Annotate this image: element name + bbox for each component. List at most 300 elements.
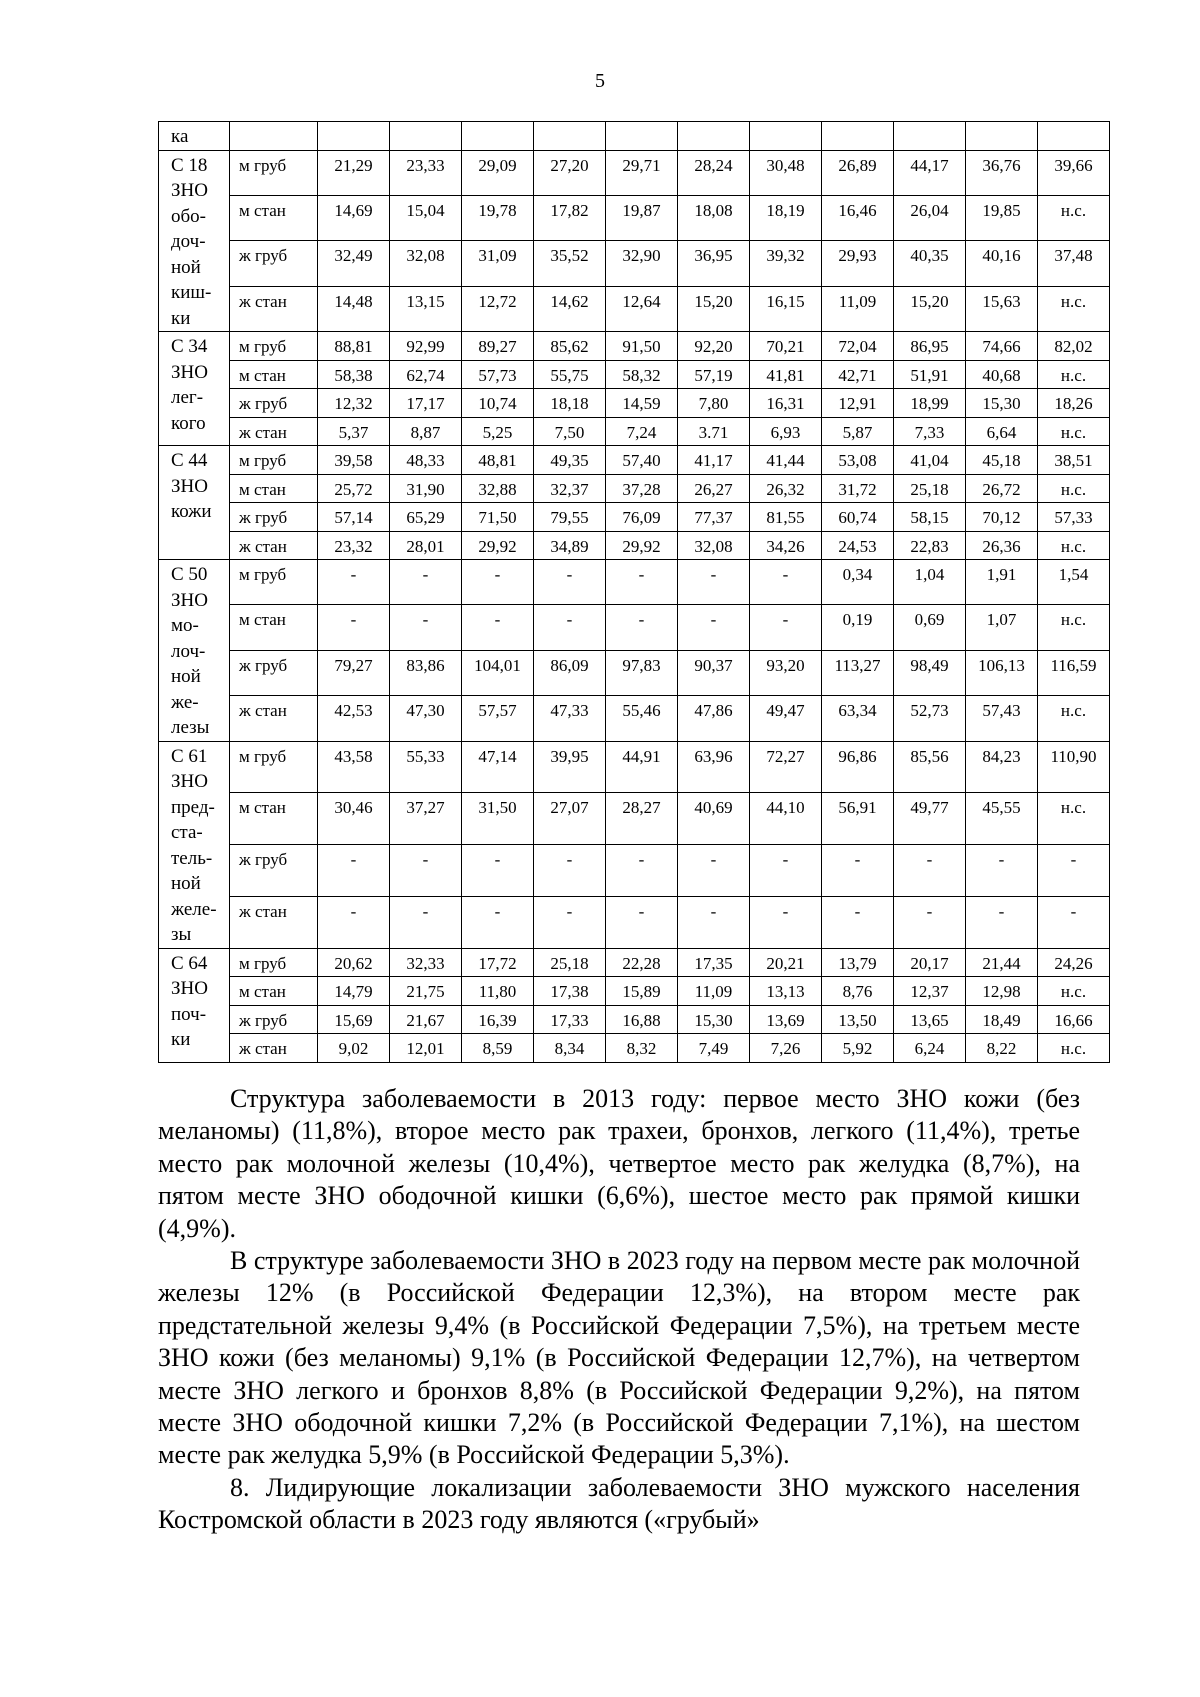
cell-value: 12,98	[982, 982, 1021, 1001]
table-cell	[606, 417, 678, 446]
table-cell	[318, 389, 390, 418]
table-row	[159, 977, 1110, 1006]
cell-value: 16,66	[1054, 1010, 1093, 1030]
table-cell	[462, 389, 534, 418]
cell-value: -	[1070, 850, 1077, 869]
table-cell	[462, 122, 534, 151]
table-cell	[894, 977, 966, 1006]
cell-value: 34,26	[766, 536, 805, 556]
cell-value: 6,64	[986, 422, 1017, 442]
cell-value: 76,09	[622, 508, 661, 527]
row-type: ж стан	[230, 896, 318, 948]
cell-value: -	[350, 850, 357, 869]
cell-value: 44,17	[910, 155, 949, 175]
table-cell	[822, 241, 894, 286]
cell-value: 25,72	[334, 479, 373, 499]
table-cell	[390, 286, 462, 331]
cell-value: 35,52	[550, 246, 589, 266]
cell-value: н.с.	[1060, 536, 1087, 556]
table-cell	[678, 741, 750, 793]
table-cell	[1038, 446, 1110, 475]
table-cell	[1038, 474, 1110, 503]
cell-value: 14,62	[550, 291, 589, 311]
cell-value: -	[998, 901, 1005, 921]
row-type: м стан	[230, 977, 318, 1006]
cell-value: 82,02	[1054, 337, 1093, 356]
row-group-label-line: ста-	[171, 822, 203, 843]
table-cell	[606, 360, 678, 389]
cell-value: 48,33	[406, 451, 445, 470]
table-cell	[606, 150, 678, 195]
table-cell	[894, 286, 966, 331]
table-cell	[894, 605, 966, 650]
table-cell	[750, 531, 822, 560]
table-cell	[606, 650, 678, 695]
table-cell	[822, 531, 894, 560]
table-cell	[750, 1034, 822, 1063]
cell-value: 72,27	[766, 746, 805, 766]
table-cell	[894, 1034, 966, 1063]
row-group-label-line: ЗНО	[171, 771, 208, 792]
cell-value: 19,85	[982, 200, 1021, 220]
cell-value: н.с.	[1060, 365, 1087, 385]
row-type: м стан	[230, 195, 318, 240]
table-row	[159, 650, 1110, 695]
cell-value: 79,55	[550, 508, 589, 527]
table-cell	[750, 332, 822, 361]
table-cell	[678, 503, 750, 532]
table-cell	[822, 474, 894, 503]
table-cell	[822, 650, 894, 695]
table-row	[159, 150, 1110, 195]
table-cell	[318, 417, 390, 446]
cell-value: 14,59	[622, 394, 661, 413]
cell-value: 110,90	[1050, 746, 1097, 766]
table-cell	[894, 241, 966, 286]
cell-value: 25,18	[550, 953, 589, 973]
table-cell	[1038, 1034, 1110, 1063]
table-row	[159, 389, 1110, 418]
cell-value: 18,99	[910, 394, 949, 413]
table-cell	[318, 122, 390, 151]
cell-value: 36,76	[982, 155, 1021, 175]
cell-value: 16,31	[766, 394, 805, 413]
table-cell	[894, 332, 966, 361]
cell-value: -	[494, 565, 501, 584]
cell-value: 1,91	[986, 565, 1017, 584]
table-cell	[894, 948, 966, 977]
table-cell	[390, 793, 462, 845]
table-cell	[1038, 1005, 1110, 1034]
table-cell	[894, 650, 966, 695]
table-cell	[606, 389, 678, 418]
cell-value: -	[494, 901, 501, 921]
cell-value: 58,32	[622, 365, 661, 385]
table-cell	[606, 605, 678, 650]
table-cell	[606, 1034, 678, 1063]
table-cell	[966, 417, 1038, 446]
cell-value: -	[782, 565, 789, 584]
table-cell	[750, 474, 822, 503]
cell-value: 71,50	[478, 508, 517, 527]
table-cell	[534, 977, 606, 1006]
table-cell	[318, 195, 390, 240]
cell-value: -	[350, 565, 357, 584]
table-cell	[822, 446, 894, 475]
table-cell	[534, 793, 606, 845]
cell-value: 96,86	[838, 746, 877, 766]
table-cell	[750, 389, 822, 418]
table-cell	[462, 474, 534, 503]
table-cell	[894, 696, 966, 741]
table-cell	[318, 845, 390, 897]
cell-value: -	[710, 565, 717, 584]
row-group-label-line: кожи	[171, 501, 212, 522]
row-group-label-line: С 61	[171, 745, 208, 767]
table-cell	[1038, 845, 1110, 897]
table-cell	[678, 1005, 750, 1034]
table-cell	[822, 1005, 894, 1034]
table-cell	[606, 446, 678, 475]
table-cell	[534, 531, 606, 560]
table-cell	[750, 417, 822, 446]
table-cell	[822, 195, 894, 240]
row-type: ж стан	[230, 286, 318, 331]
cell-value: 93,20	[766, 655, 805, 675]
cell-value: н.с.	[1060, 200, 1087, 220]
cell-value: н.с.	[1060, 1039, 1087, 1058]
table-cell	[390, 122, 462, 151]
table-cell	[390, 241, 462, 286]
table-cell	[606, 195, 678, 240]
table-cell	[750, 1005, 822, 1034]
row-group-label-line: С 44	[171, 450, 208, 471]
table-cell	[390, 474, 462, 503]
cell-value: 13,15	[406, 291, 445, 311]
table-cell	[894, 150, 966, 195]
cell-value: 1,04	[914, 565, 945, 584]
table-row	[159, 417, 1110, 446]
table-cell	[534, 1034, 606, 1063]
table-cell	[606, 332, 678, 361]
table-cell	[966, 1034, 1038, 1063]
table-cell	[1038, 605, 1110, 650]
cell-value: 16,88	[622, 1010, 661, 1030]
table-cell	[894, 417, 966, 446]
cell-value: 53,08	[838, 451, 877, 470]
cell-value: 17,38	[550, 982, 589, 1001]
table-cell	[390, 696, 462, 741]
table-cell	[1038, 650, 1110, 695]
cell-value: 22,28	[622, 953, 661, 973]
cell-value: 15,89	[622, 982, 661, 1001]
cell-value: 92,99	[406, 337, 445, 356]
table-cell	[822, 389, 894, 418]
table-cell	[750, 122, 822, 151]
table-cell	[462, 446, 534, 475]
table-cell	[678, 977, 750, 1006]
cell-value: 37,27	[406, 798, 445, 818]
cell-value: 39,95	[550, 746, 589, 766]
cell-value: 32,08	[406, 246, 445, 266]
cell-value: 26,89	[838, 155, 877, 175]
table-cell	[894, 741, 966, 793]
cell-value: 106,13	[978, 655, 1025, 675]
cell-value: 52,73	[910, 701, 949, 721]
table-cell	[534, 446, 606, 475]
cell-value: 29,92	[622, 536, 661, 556]
cell-value: н.с.	[1060, 701, 1087, 721]
table-cell	[390, 195, 462, 240]
table-cell	[390, 360, 462, 389]
cell-value: 57,57	[478, 701, 517, 721]
row-group-label-line: желе-	[171, 898, 217, 920]
table-cell	[534, 241, 606, 286]
cell-value: 41,04	[910, 451, 949, 470]
table-cell	[606, 793, 678, 845]
cell-value: 39,32	[766, 246, 805, 266]
cell-value: 9,02	[338, 1039, 369, 1058]
table-cell	[606, 474, 678, 503]
row-group-label-line: ЗНО	[171, 589, 208, 611]
table-cell	[462, 1034, 534, 1063]
table-cell	[462, 948, 534, 977]
row-group-label-line: ЗНО	[171, 180, 208, 201]
table-cell	[318, 531, 390, 560]
cell-value: 8,32	[626, 1039, 657, 1058]
cell-value: 40,35	[910, 246, 949, 266]
cell-value: 49,35	[550, 451, 589, 470]
table-cell	[750, 977, 822, 1006]
row-group-label-line: пред-	[171, 796, 215, 818]
table-cell	[534, 122, 606, 151]
cell-value: 116,59	[1050, 655, 1097, 675]
row-type: ж груб	[230, 845, 318, 897]
table-cell	[390, 650, 462, 695]
table-cell	[534, 560, 606, 605]
cell-value: н.с.	[1060, 798, 1087, 818]
table-cell	[390, 417, 462, 446]
cell-value: 24,26	[1054, 953, 1093, 973]
table-cell	[894, 389, 966, 418]
cell-value: -	[566, 610, 573, 630]
table-cell	[462, 531, 534, 560]
cell-value: 41,17	[694, 451, 733, 470]
cell-value: 26,36	[982, 536, 1021, 556]
row-group-label-line: кого	[171, 412, 206, 434]
cell-value: 38,51	[1054, 451, 1093, 470]
table-cell	[606, 896, 678, 948]
table-cell	[822, 560, 894, 605]
cell-value: -	[710, 610, 717, 630]
row-group-label-line: ЗНО	[171, 361, 208, 383]
cell-value: 15,04	[406, 200, 445, 220]
table-cell	[966, 195, 1038, 240]
table-row	[159, 531, 1110, 560]
cell-value: -	[926, 850, 933, 869]
cell-value: 24,53	[838, 536, 877, 556]
table-cell	[606, 241, 678, 286]
table-cell	[318, 948, 390, 977]
table-cell	[894, 195, 966, 240]
page-number: 5	[595, 70, 605, 92]
cell-value: 36,95	[694, 246, 733, 266]
table-cell	[966, 650, 1038, 695]
table-cell	[534, 1005, 606, 1034]
cell-value: 26,72	[982, 479, 1021, 499]
table-cell	[678, 286, 750, 331]
table-cell	[750, 150, 822, 195]
table-cell	[822, 1034, 894, 1063]
cell-value: 29,71	[622, 155, 661, 175]
table-cell	[390, 332, 462, 361]
row-group-label-line: тель-	[171, 847, 213, 869]
table-cell	[462, 360, 534, 389]
cell-value: -	[494, 610, 501, 630]
table-cell	[606, 560, 678, 605]
table-cell	[1038, 286, 1110, 331]
cell-value: 49,77	[910, 798, 949, 818]
cell-value: 55,33	[406, 746, 445, 766]
table-cell	[1038, 503, 1110, 532]
table-row	[159, 560, 1110, 605]
table-cell	[966, 503, 1038, 532]
table-row	[159, 1005, 1110, 1034]
table-cell	[1038, 531, 1110, 560]
table-cell	[606, 845, 678, 897]
cell-value: 28,01	[406, 536, 445, 556]
row-type: ж стан	[230, 417, 318, 446]
row-group-label-line: С 64	[171, 952, 208, 974]
table-cell	[534, 503, 606, 532]
cell-value: 26,04	[910, 200, 949, 220]
cell-value: 20,62	[334, 953, 373, 973]
table-cell	[894, 360, 966, 389]
table-cell	[534, 896, 606, 948]
row-type: м груб	[230, 446, 318, 475]
cell-value: 13,79	[838, 953, 877, 973]
cell-value: 3.71	[698, 422, 729, 442]
cell-value: 32,33	[406, 953, 445, 973]
cell-value: 41,44	[766, 451, 805, 470]
cell-value: 7,24	[626, 422, 657, 442]
table-cell	[462, 241, 534, 286]
table-cell	[966, 122, 1038, 151]
cell-value: 43,58	[334, 746, 373, 766]
table-cell	[1038, 360, 1110, 389]
table-cell	[966, 977, 1038, 1006]
cell-value: 13,69	[766, 1010, 805, 1030]
table-cell	[1038, 417, 1110, 446]
table-cell	[966, 696, 1038, 741]
cell-value: 30,46	[334, 798, 373, 818]
cell-value: 5,37	[338, 422, 369, 442]
table-row	[159, 741, 1110, 793]
table-cell	[822, 696, 894, 741]
cell-value: 84,23	[982, 746, 1021, 766]
table-cell	[462, 605, 534, 650]
cell-value: -	[494, 850, 501, 869]
table-cell	[678, 150, 750, 195]
table-row	[159, 696, 1110, 741]
table-cell	[462, 332, 534, 361]
table-cell	[678, 845, 750, 897]
table-cell	[966, 389, 1038, 418]
cell-value: 88,81	[334, 337, 373, 356]
table-cell	[318, 605, 390, 650]
cell-value: 63,34	[838, 701, 877, 721]
table-cell	[318, 446, 390, 475]
table-cell	[462, 650, 534, 695]
cell-value: -	[998, 850, 1005, 869]
cell-value: 57,19	[694, 365, 733, 385]
cell-value: 15,30	[694, 1010, 733, 1030]
cell-value: 49,47	[766, 701, 805, 721]
table-cell	[894, 845, 966, 897]
cell-value: 18,18	[550, 394, 589, 413]
table-cell	[750, 286, 822, 331]
table-cell	[750, 605, 822, 650]
table-cell	[822, 332, 894, 361]
table-cell	[606, 696, 678, 741]
cell-value: -	[1070, 901, 1077, 921]
cell-value: -	[566, 565, 573, 584]
cell-value: 7,33	[914, 422, 945, 442]
table-cell	[678, 332, 750, 361]
row-type: ж груб	[230, 503, 318, 532]
table-cell	[318, 696, 390, 741]
table-cell	[966, 605, 1038, 650]
cell-value: -	[782, 850, 789, 869]
cell-value: 12,91	[838, 394, 877, 413]
table-cell	[678, 360, 750, 389]
cell-value: 85,62	[550, 337, 589, 356]
table-cell	[390, 503, 462, 532]
table-body	[159, 122, 1110, 1063]
cell-value: -	[638, 901, 645, 921]
cell-value: н.с.	[1060, 982, 1087, 1001]
cell-value: 14,69	[334, 200, 373, 220]
cell-value: 29,09	[478, 155, 517, 175]
cell-value: 18,08	[694, 200, 733, 220]
table-cell	[966, 531, 1038, 560]
table-cell	[966, 896, 1038, 948]
cell-value: 98,49	[910, 655, 949, 675]
cell-value: 14,79	[334, 982, 373, 1001]
table-cell	[966, 286, 1038, 331]
cell-value: 8,76	[842, 982, 873, 1001]
table-cell	[318, 741, 390, 793]
table-cell	[606, 503, 678, 532]
row-group-label	[159, 741, 230, 948]
cell-value: 83,86	[406, 655, 445, 675]
cell-value: -	[926, 901, 933, 921]
table-cell	[822, 948, 894, 977]
cell-value: 12,37	[910, 982, 949, 1001]
cell-value: 21,75	[406, 982, 445, 1001]
cell-value: 7,26	[770, 1039, 801, 1058]
cell-value: 26,27	[694, 479, 733, 499]
cell-value: 57,33	[1054, 508, 1093, 527]
row-group-label-line: мо-	[171, 615, 199, 636]
table-cell	[822, 896, 894, 948]
paragraph: Структура заболеваемости в 2013 году: первое место ЗНО кожи (без меланомы) (11,8%), второе место рак трахеи, бронхов, легкого (11,4%), третье место рак молочной железы (10,4%), четвертое место рак желудка (8,7%), на пятом месте ЗНО ободочной кишки (6,6%), шестое место рак прямой кишки (4,9%).	[158, 1084, 1080, 1243]
cell-value: 57,40	[622, 451, 661, 470]
table-cell	[750, 360, 822, 389]
row-type: ж груб	[230, 650, 318, 695]
cell-value: 13,13	[766, 982, 805, 1001]
row-group-label	[159, 150, 230, 332]
